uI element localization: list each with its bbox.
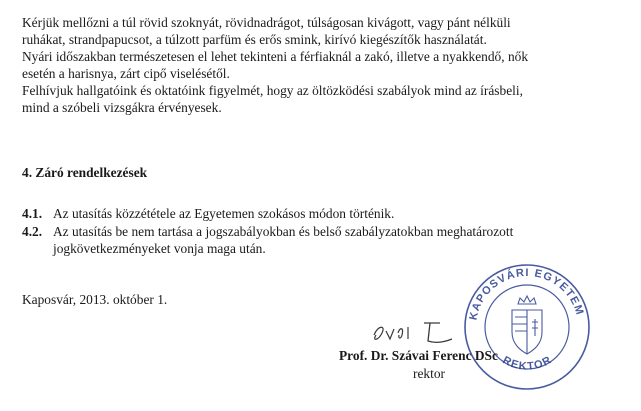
university-stamp	[462, 262, 592, 392]
text-line: Felhívjuk hallgatóink és oktatóink figyelmét, hogy az öltözködési szabályok mind az írásbeli,	[22, 83, 523, 98]
clause-number: 4.2.	[22, 224, 43, 239]
clause-number: 4.1.	[22, 206, 43, 221]
clause-text	[53, 205, 622, 222]
text-line: Az utasítás be nem tartása a jogszabályokban és belső szabályzatokban meghatározott	[53, 224, 514, 239]
signatory-name: Prof. Dr. Szávai Ferenc DSc	[339, 348, 498, 363]
text-line: Kérjük mellőzni a túl rövid szoknyát, rövidnadrágot, túlságosan kivágott, vagy pánt nélküli	[22, 15, 511, 30]
text-line: mind a szóbeli vizsgákra érvényesek.	[22, 100, 222, 115]
section-heading: 4. Záró rendelkezések	[22, 165, 148, 180]
place-date: Kaposvár, 2013. október 1.	[22, 292, 168, 307]
signatory-title: rektor	[413, 366, 445, 381]
clause-text	[53, 223, 622, 257]
text-line: Az utasítás közzététele az Egyetemen szokásos módon történik.	[53, 206, 395, 221]
dress-code-paragraph	[22, 14, 622, 116]
svg-text:REKTOR: REKTOR	[500, 353, 555, 373]
svg-text:KAPOSVÁRI EGYETEM: KAPOSVÁRI EGYETEM	[467, 266, 586, 322]
text-line: Nyári időszakban természetesen el lehet tekinteni a férfiaknál a zakó, illetve a nyakkendő, nők	[22, 49, 529, 64]
text-line: ruhákat, strandpapucsot, a túlzott parfüm és erős smink, kirívó kiegészítők használatát.	[22, 32, 487, 47]
text-line: esetén a harisnya, zárt cipő viselésétől.	[22, 66, 230, 81]
text-line: jogkövetkezményeket vonja maga után.	[53, 241, 266, 256]
